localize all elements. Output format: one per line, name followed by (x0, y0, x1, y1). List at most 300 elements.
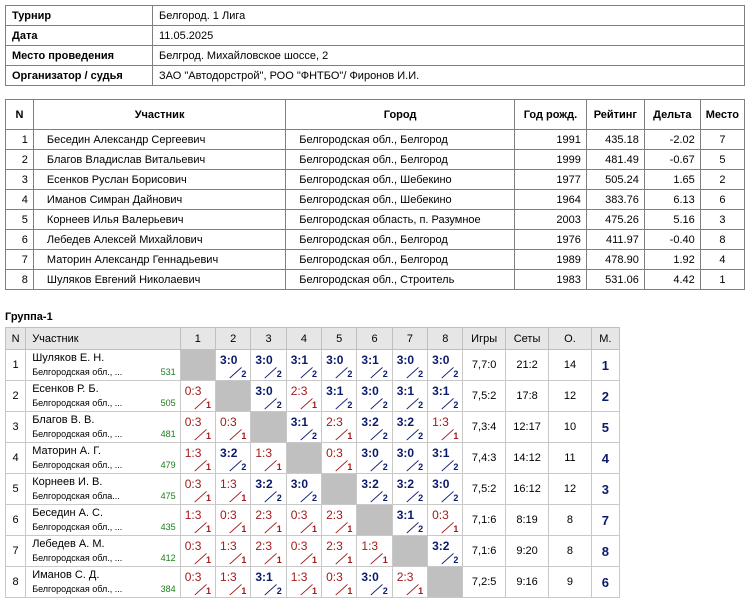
tournament-info-table (5, 5, 745, 86)
game-result (393, 381, 427, 411)
info-row (6, 66, 745, 86)
game-score: 0:3 (184, 415, 202, 429)
cross-game-cell (180, 381, 215, 412)
game-points: 2 (382, 462, 388, 472)
cross-sets: 14:12 (505, 443, 548, 474)
game-score: 1:3 (220, 570, 237, 584)
game-score: 0:3 (290, 508, 308, 522)
cross-place: 3 (591, 474, 619, 505)
participant-name: Шуляков Евгений Николаевич (33, 270, 285, 290)
cross-game-cell (286, 505, 321, 536)
cross-player-cell (26, 443, 181, 474)
game-points: 2 (276, 369, 282, 379)
cross-header-row (6, 328, 620, 350)
game-points: 2 (312, 493, 318, 503)
game-score: 3:0 (361, 570, 379, 584)
participant-rating: 481.49 (586, 150, 644, 170)
cross-game-cell (392, 381, 427, 412)
cross-games: 7,4:3 (463, 443, 505, 474)
game-points: 2 (382, 431, 388, 441)
game-score: 3:2 (220, 446, 238, 460)
game-result (322, 381, 356, 411)
game-score: 3:0 (255, 353, 273, 367)
game-result (428, 443, 462, 473)
cross-place: 5 (591, 412, 619, 443)
cross-place: 1 (591, 350, 619, 381)
cross-points: 10 (549, 412, 591, 443)
cross-points: 14 (549, 350, 591, 381)
game-result (216, 474, 250, 504)
game-result (428, 350, 462, 380)
game-result (322, 412, 356, 442)
cross-game-cell (216, 474, 251, 505)
game-points: 1 (206, 586, 212, 596)
cross-points: 12 (549, 381, 591, 412)
game-score: 0:3 (184, 384, 202, 398)
game-result (251, 381, 285, 411)
game-result (393, 350, 427, 380)
participant-delta: 4.42 (644, 270, 700, 290)
participant-n: 5 (6, 210, 34, 230)
cross-player-rating: 412 (160, 553, 176, 563)
participant-city: Белгородская обл., Белгород (286, 250, 515, 270)
game-points: 1 (241, 493, 247, 503)
game-result (287, 536, 321, 566)
participant-n: 8 (6, 270, 34, 290)
cross-game-cell (251, 567, 286, 598)
game-result (322, 536, 356, 566)
participant-city: Белгородская обл., Шебекино (286, 190, 515, 210)
cross-row (6, 412, 620, 443)
game-result (287, 412, 321, 442)
game-score: 3:2 (396, 477, 415, 491)
participant-city: Белгородская обл., Белгород (286, 130, 515, 150)
participant-row (6, 210, 745, 230)
game-score: 3:1 (396, 384, 415, 398)
cross-game-cell (428, 536, 463, 567)
cross-game-cell (216, 505, 251, 536)
game-score: 3:2 (255, 477, 273, 491)
info-value: ЗАО "Автодорстрой", РОО "ФНТБО"/ Фиронов И.И. (153, 66, 745, 86)
cross-game-cell (392, 567, 427, 598)
cross-sets: 8:19 (505, 505, 548, 536)
game-points: 2 (276, 400, 282, 410)
game-points: 1 (206, 462, 212, 472)
participants-header-cell: Дельта (644, 100, 700, 130)
game-points: 1 (276, 555, 282, 565)
participant-place: 8 (700, 230, 744, 250)
game-result (322, 505, 356, 535)
cross-game-cell (286, 412, 321, 443)
game-result (181, 505, 215, 535)
participant-delta: -0.40 (644, 230, 700, 250)
cross-player-rating: 481 (160, 429, 176, 439)
game-score: 0:3 (184, 570, 202, 584)
game-result (393, 505, 427, 535)
participant-row (6, 170, 745, 190)
cross-game-cell (322, 536, 357, 567)
game-result (393, 412, 427, 442)
cross-diagonal-cell (392, 536, 427, 567)
game-result (251, 350, 285, 380)
game-result (216, 412, 250, 442)
participant-year: 1989 (514, 250, 586, 270)
cross-game-cell (322, 350, 357, 381)
game-result (428, 474, 462, 504)
cross-game-cell (180, 474, 215, 505)
cross-row (6, 505, 620, 536)
game-result (428, 412, 462, 442)
game-score: 1:3 (220, 477, 237, 491)
game-points: 2 (241, 369, 247, 379)
cross-row-number: 5 (6, 474, 26, 505)
participant-place: 2 (700, 170, 744, 190)
game-points: 1 (276, 524, 282, 534)
game-points: 2 (418, 493, 424, 503)
game-score: 0:3 (326, 570, 343, 584)
game-result (287, 505, 321, 535)
game-result (393, 474, 427, 504)
game-result (216, 567, 250, 597)
cross-player-rating: 531 (160, 367, 176, 377)
game-points: 1 (241, 431, 247, 441)
cross-game-cell (251, 536, 286, 567)
game-result (428, 381, 462, 411)
cross-games: 7,3:4 (463, 412, 505, 443)
participant-name: Благов Владислав Витальевич (33, 150, 285, 170)
participant-place: 1 (700, 270, 744, 290)
cross-game-cell (216, 443, 251, 474)
game-score: 3:1 (290, 415, 309, 429)
game-score: 3:2 (361, 477, 379, 491)
game-score: 0:3 (184, 477, 202, 491)
game-result (428, 536, 462, 566)
cross-game-cell (286, 474, 321, 505)
game-points: 2 (453, 369, 459, 379)
game-result (357, 567, 391, 597)
game-result (393, 443, 427, 473)
game-points: 1 (312, 555, 318, 565)
cross-game-cell (357, 412, 392, 443)
cross-player-city: Белгородская обла... (32, 491, 120, 501)
game-score: 3:0 (220, 353, 238, 367)
game-points: 1 (206, 431, 212, 441)
cross-player-city: Белгородская обл., ... (32, 553, 123, 563)
cross-player-rating: 384 (160, 584, 176, 594)
game-points: 2 (418, 369, 424, 379)
participant-rating: 505.24 (586, 170, 644, 190)
game-result (181, 381, 215, 411)
game-points: 1 (312, 586, 318, 596)
cross-row-number: 7 (6, 536, 26, 567)
cross-game-cell (428, 412, 463, 443)
cross-points: 8 (549, 536, 591, 567)
participant-city: Белгородская область, п. Разумное (286, 210, 515, 230)
cross-player-name[interactable]: Есенков Р. Б. (32, 383, 99, 395)
info-label: Турнир (6, 6, 153, 26)
cross-sets: 16:12 (505, 474, 548, 505)
participants-table (5, 99, 745, 290)
participant-year: 1983 (514, 270, 586, 290)
game-result (287, 381, 321, 411)
participant-place: 5 (700, 150, 744, 170)
game-result (287, 567, 321, 597)
cross-diagonal-cell (428, 567, 463, 598)
game-points: 2 (453, 462, 459, 472)
cross-game-cell (357, 536, 392, 567)
participant-city: Белгородская обл., Шебекино (286, 170, 515, 190)
game-points: 1 (382, 555, 388, 565)
participant-row (6, 230, 745, 250)
participant-name: Есенков Руслан Борисович (33, 170, 285, 190)
cross-place: 7 (591, 505, 619, 536)
participant-place: 6 (700, 190, 744, 210)
cross-player-name[interactable]: Иманов С. Д. (32, 569, 100, 581)
cross-points: 12 (549, 474, 591, 505)
game-score: 3:0 (326, 353, 344, 367)
cross-header-col: 5 (322, 328, 357, 350)
game-result (251, 474, 285, 504)
cross-row (6, 443, 620, 474)
participant-n: 6 (6, 230, 34, 250)
participants-header-cell: N (6, 100, 34, 130)
game-score: 3:0 (255, 384, 273, 398)
cross-header-col: 3 (251, 328, 286, 350)
cross-diagonal-cell (357, 505, 392, 536)
game-points: 1 (453, 431, 459, 441)
participant-n: 2 (6, 150, 34, 170)
game-result (393, 567, 427, 597)
cross-games: 7,2:5 (463, 567, 505, 598)
cross-place: 6 (591, 567, 619, 598)
cross-row-number: 2 (6, 381, 26, 412)
cross-game-cell (428, 350, 463, 381)
cross-game-cell (322, 567, 357, 598)
game-score: 3:0 (432, 353, 450, 367)
cross-game-cell (392, 412, 427, 443)
cross-header-points: О. (549, 328, 591, 350)
cross-player-cell (26, 381, 181, 412)
game-points: 1 (206, 493, 212, 503)
game-result (216, 536, 250, 566)
cross-game-cell (286, 567, 321, 598)
game-points: 1 (276, 462, 282, 472)
info-value: Белгород. 1 Лига (153, 6, 745, 26)
participant-city: Белгородская обл., Белгород (286, 230, 515, 250)
cross-header-place: М. (591, 328, 619, 350)
cross-game-cell (428, 474, 463, 505)
game-score: 2:3 (326, 508, 343, 522)
cross-game-cell (322, 412, 357, 443)
game-result (251, 567, 285, 597)
cross-game-cell (392, 505, 427, 536)
game-points: 2 (453, 555, 459, 565)
cross-games: 7,7:0 (463, 350, 505, 381)
cross-row (6, 350, 620, 381)
cross-player-city: Белгородская обл., ... (32, 522, 123, 532)
cross-game-cell (180, 412, 215, 443)
participant-name: Маторин Александр Геннадьевич (33, 250, 285, 270)
info-label: Место проведения (6, 46, 153, 66)
game-score: 3:0 (361, 446, 379, 460)
game-points: 2 (382, 586, 388, 596)
cross-game-cell (180, 505, 215, 536)
cross-header-col: 7 (392, 328, 427, 350)
cross-row (6, 381, 620, 412)
participants-header-cell: Город (286, 100, 515, 130)
cross-player-cell (26, 412, 181, 443)
game-points: 1 (347, 524, 353, 534)
game-points: 2 (276, 493, 282, 503)
participants-header-cell: Место (700, 100, 744, 130)
cross-player-name[interactable]: Благов В. В. (32, 414, 95, 426)
cross-sets: 9:20 (505, 536, 548, 567)
cross-game-cell (392, 474, 427, 505)
cross-player-name[interactable]: Лебедев А. М. (32, 538, 105, 550)
game-result (181, 412, 215, 442)
cross-sets: 12:17 (505, 412, 548, 443)
game-points: 1 (206, 524, 212, 534)
cross-row-number: 8 (6, 567, 26, 598)
game-score: 2:3 (326, 539, 343, 553)
cross-diagonal-cell (251, 412, 286, 443)
cross-player-name[interactable]: Корнеев И. В. (32, 476, 103, 488)
cross-points: 11 (549, 443, 591, 474)
cross-player-cell (26, 474, 181, 505)
participant-delta: 1.65 (644, 170, 700, 190)
participant-year: 1991 (514, 130, 586, 150)
participant-year: 2003 (514, 210, 586, 230)
game-result (181, 443, 215, 473)
cross-game-cell (180, 567, 215, 598)
game-result (357, 443, 391, 473)
game-score: 2:3 (255, 539, 273, 553)
cross-game-cell (357, 350, 392, 381)
game-score: 3:1 (432, 384, 450, 398)
cross-diagonal-cell (286, 443, 321, 474)
cross-player-rating: 435 (160, 522, 176, 532)
cross-game-cell (392, 443, 427, 474)
participants-header-cell: Участник (33, 100, 285, 130)
cross-player-cell (26, 505, 181, 536)
game-points: 2 (382, 369, 388, 379)
game-points: 2 (347, 400, 353, 410)
participant-name: Иманов Симран Дайнович (33, 190, 285, 210)
game-result (428, 505, 462, 535)
participant-row (6, 190, 745, 210)
cross-player-name[interactable]: Беседин А. С. (32, 507, 104, 519)
game-result (216, 350, 250, 380)
cross-games: 7,5:2 (463, 474, 505, 505)
game-points: 2 (276, 586, 282, 596)
game-points: 2 (312, 369, 318, 379)
cross-row (6, 536, 620, 567)
participant-year: 1976 (514, 230, 586, 250)
cross-player-cell (26, 536, 181, 567)
cross-row-number: 4 (6, 443, 26, 474)
cross-header-col: 1 (180, 328, 215, 350)
participant-rating: 475.26 (586, 210, 644, 230)
game-points: 2 (418, 524, 424, 534)
cross-player-name[interactable]: Маторин А. Г. (32, 445, 101, 457)
game-points: 2 (382, 400, 388, 410)
participant-delta: 6.13 (644, 190, 700, 210)
game-points: 1 (312, 524, 318, 534)
cross-row-number: 6 (6, 505, 26, 536)
game-points: 2 (418, 431, 424, 441)
game-score: 1:3 (184, 508, 202, 522)
cross-header-col: 2 (216, 328, 251, 350)
cross-game-cell (357, 567, 392, 598)
cross-header-col: 4 (286, 328, 321, 350)
cross-game-cell (180, 443, 215, 474)
participant-n: 4 (6, 190, 34, 210)
game-score: 0:3 (290, 539, 308, 553)
cross-games: 7,5:2 (463, 381, 505, 412)
game-score: 3:1 (396, 508, 415, 522)
game-score: 3:0 (290, 477, 309, 491)
cross-game-cell (216, 567, 251, 598)
cross-game-cell (357, 381, 392, 412)
participant-name: Беседин Александр Сергеевич (33, 130, 285, 150)
participant-row (6, 130, 745, 150)
cross-game-cell (322, 505, 357, 536)
game-points: 1 (241, 586, 247, 596)
cross-games: 7,1:6 (463, 536, 505, 567)
game-score: 2:3 (255, 508, 273, 522)
group-title: Группа-1 (5, 311, 53, 323)
cross-player-city: Белгородская обл., ... (32, 367, 123, 377)
game-result (322, 567, 356, 597)
game-score: 1:3 (432, 415, 449, 429)
participant-rating: 411.97 (586, 230, 644, 250)
game-result (181, 567, 215, 597)
cross-points: 8 (549, 505, 591, 536)
game-score: 3:0 (361, 384, 379, 398)
game-score: 3:1 (361, 353, 379, 367)
game-points: 1 (347, 586, 353, 596)
info-row (6, 46, 745, 66)
game-result (322, 443, 356, 473)
game-result (216, 443, 250, 473)
game-points: 1 (347, 431, 353, 441)
cross-place: 4 (591, 443, 619, 474)
cross-player-name[interactable]: Шуляков Е. Н. (32, 352, 105, 364)
participants-header-cell: Рейтинг (586, 100, 644, 130)
game-points: 1 (206, 555, 212, 565)
game-points: 2 (418, 462, 424, 472)
cross-diagonal-cell (216, 381, 251, 412)
game-points: 2 (241, 462, 247, 472)
game-score: 0:3 (432, 508, 449, 522)
cross-row (6, 567, 620, 598)
cross-header-player: Участник (26, 328, 181, 350)
cross-game-cell (251, 505, 286, 536)
participant-delta: 5.16 (644, 210, 700, 230)
cross-header-sets: Сеты (505, 328, 548, 350)
participant-n: 3 (6, 170, 34, 190)
cross-game-cell (216, 412, 251, 443)
game-score: 1:3 (220, 539, 237, 553)
game-result (357, 381, 391, 411)
game-score: 3:2 (432, 539, 450, 553)
participant-n: 7 (6, 250, 34, 270)
game-points: 2 (347, 369, 353, 379)
cross-games: 7,1:6 (463, 505, 505, 536)
cross-place: 8 (591, 536, 619, 567)
cross-game-cell (357, 474, 392, 505)
game-score: 3:1 (326, 384, 344, 398)
